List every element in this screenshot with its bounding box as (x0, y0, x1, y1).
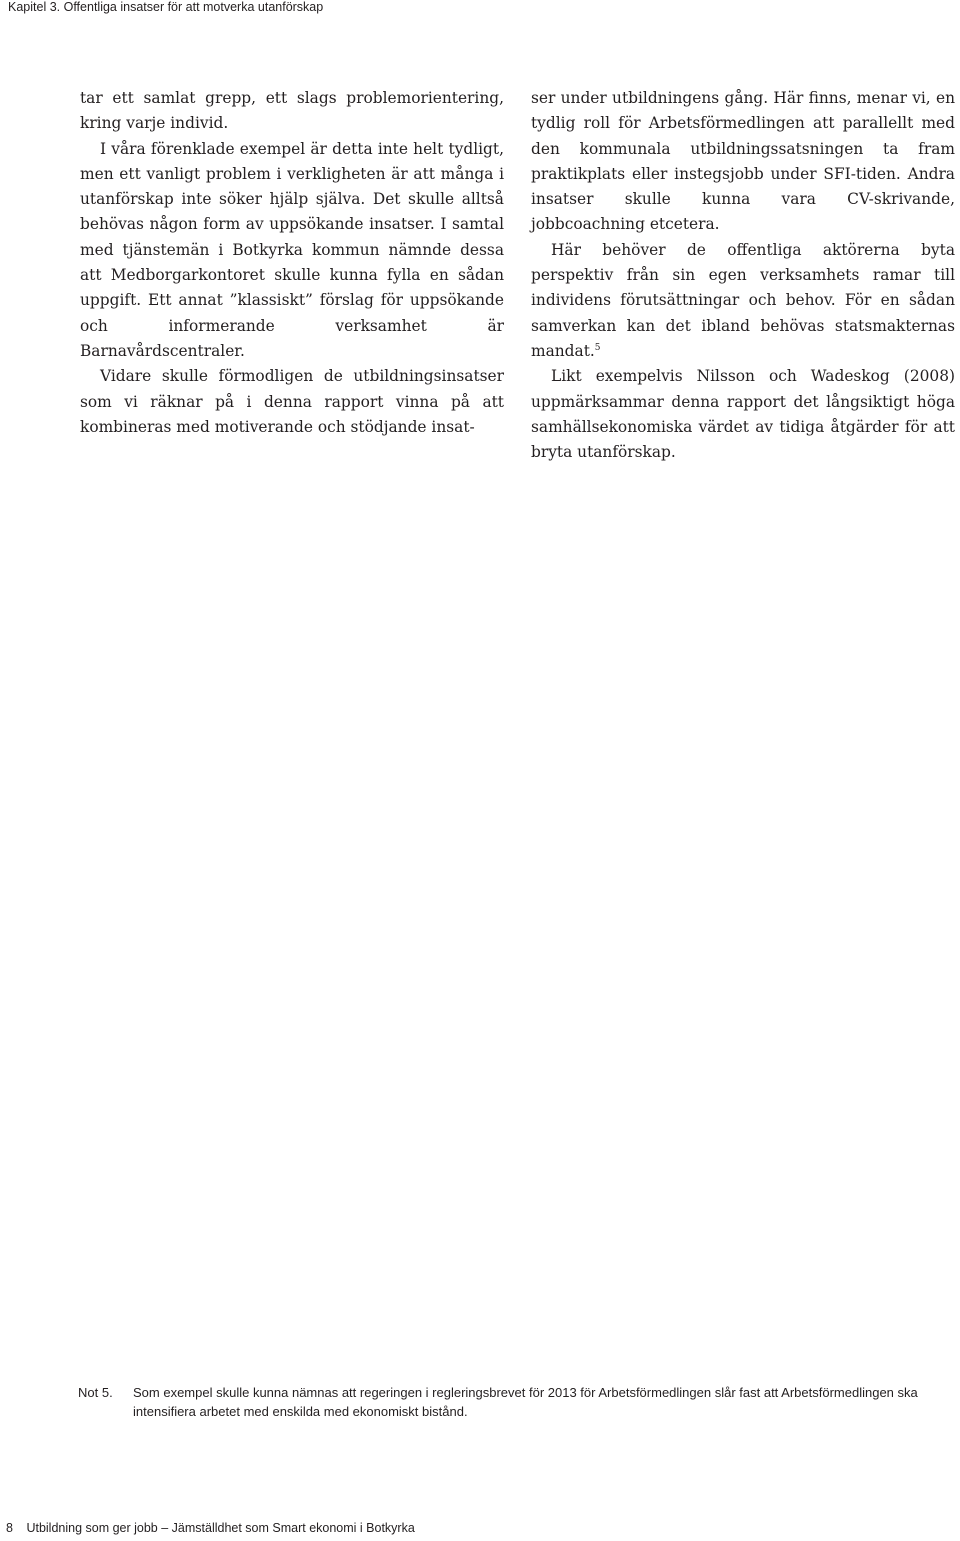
running-header (8, 0, 323, 14)
chapter-title: Kapitel 3. Offentliga insatser för att motverka utanförskap (8, 0, 324, 14)
paragraph: I våra förenklade exempel är detta inte helt tydligt, men ett vanligt problem i verkligheten är att många i utanförskap inte söker hjälp själva. Det skulle alltså behövas någon form av uppsökande insatser. I samtal med tjänstemän i Botkyrka kommun nämnde dessa att Medborgarkontoret skulle kunna fylla en sådan uppgift. Ett annat ”klassiskt” förslag för uppsökande och informerande verksamhet är Barnavårdscentraler. (80, 139, 504, 360)
paragraph: ser under utbildningens gång. Här finns, menar vi, en tydlig roll för Arbetsförmedlingen att parallellt med den kommunala utbildningssatsningen ta fram praktikplats eller instegsjobb under SFI-tiden. Andra insatser skulle kunna vara CV-skrivande, jobbcoachning etcetera. (531, 89, 955, 234)
page-number: 8 (6, 1521, 13, 1535)
paragraph: Vidare skulle förmodligen de utbildningsinsatser som vi räknar på i denna rapport vinna på att kombineras med motiverande och stödjande insat- (80, 367, 504, 436)
publication-title: Utbildning som ger jobb – Jämställdhet som Smart ekonomi i Botkyrka (26, 1521, 415, 1535)
right-text-column (531, 86, 955, 465)
left-text-column (80, 86, 504, 440)
footnote-reference[interactable]: 5 (594, 342, 601, 353)
footnote-text: Som exempel skulle kunna nämnas att regeringen i regleringsbrevet för 2013 för Arbetsförmedlingen slår fast att Arbetsförmedlingen ska intensifiera arbetet med enskilda med ekonomiskt bistånd. (133, 1385, 918, 1419)
paragraph (531, 238, 955, 364)
paragraph: Likt exempelvis Nilsson och Wadeskog (2008) uppmärksammar denna rapport det långsiktigt höga samhällsekonomiska värdet av tidiga åtgärder för att bryta utanförskap. (531, 367, 955, 462)
paragraph-text: Här behöver de offentliga aktörerna byta perspektiv från sin egen verksamhets ramar till individens förutsättningar och behov. För en sådan samverkan kan det ibland behövas statsmakternas mandat. (531, 240, 955, 360)
page-footer (6, 1521, 415, 1535)
footnote-label: Not 5. (78, 1385, 113, 1400)
paragraph: tar ett samlat grepp, ett slags problemorientering, kring varje individ. (80, 89, 504, 133)
